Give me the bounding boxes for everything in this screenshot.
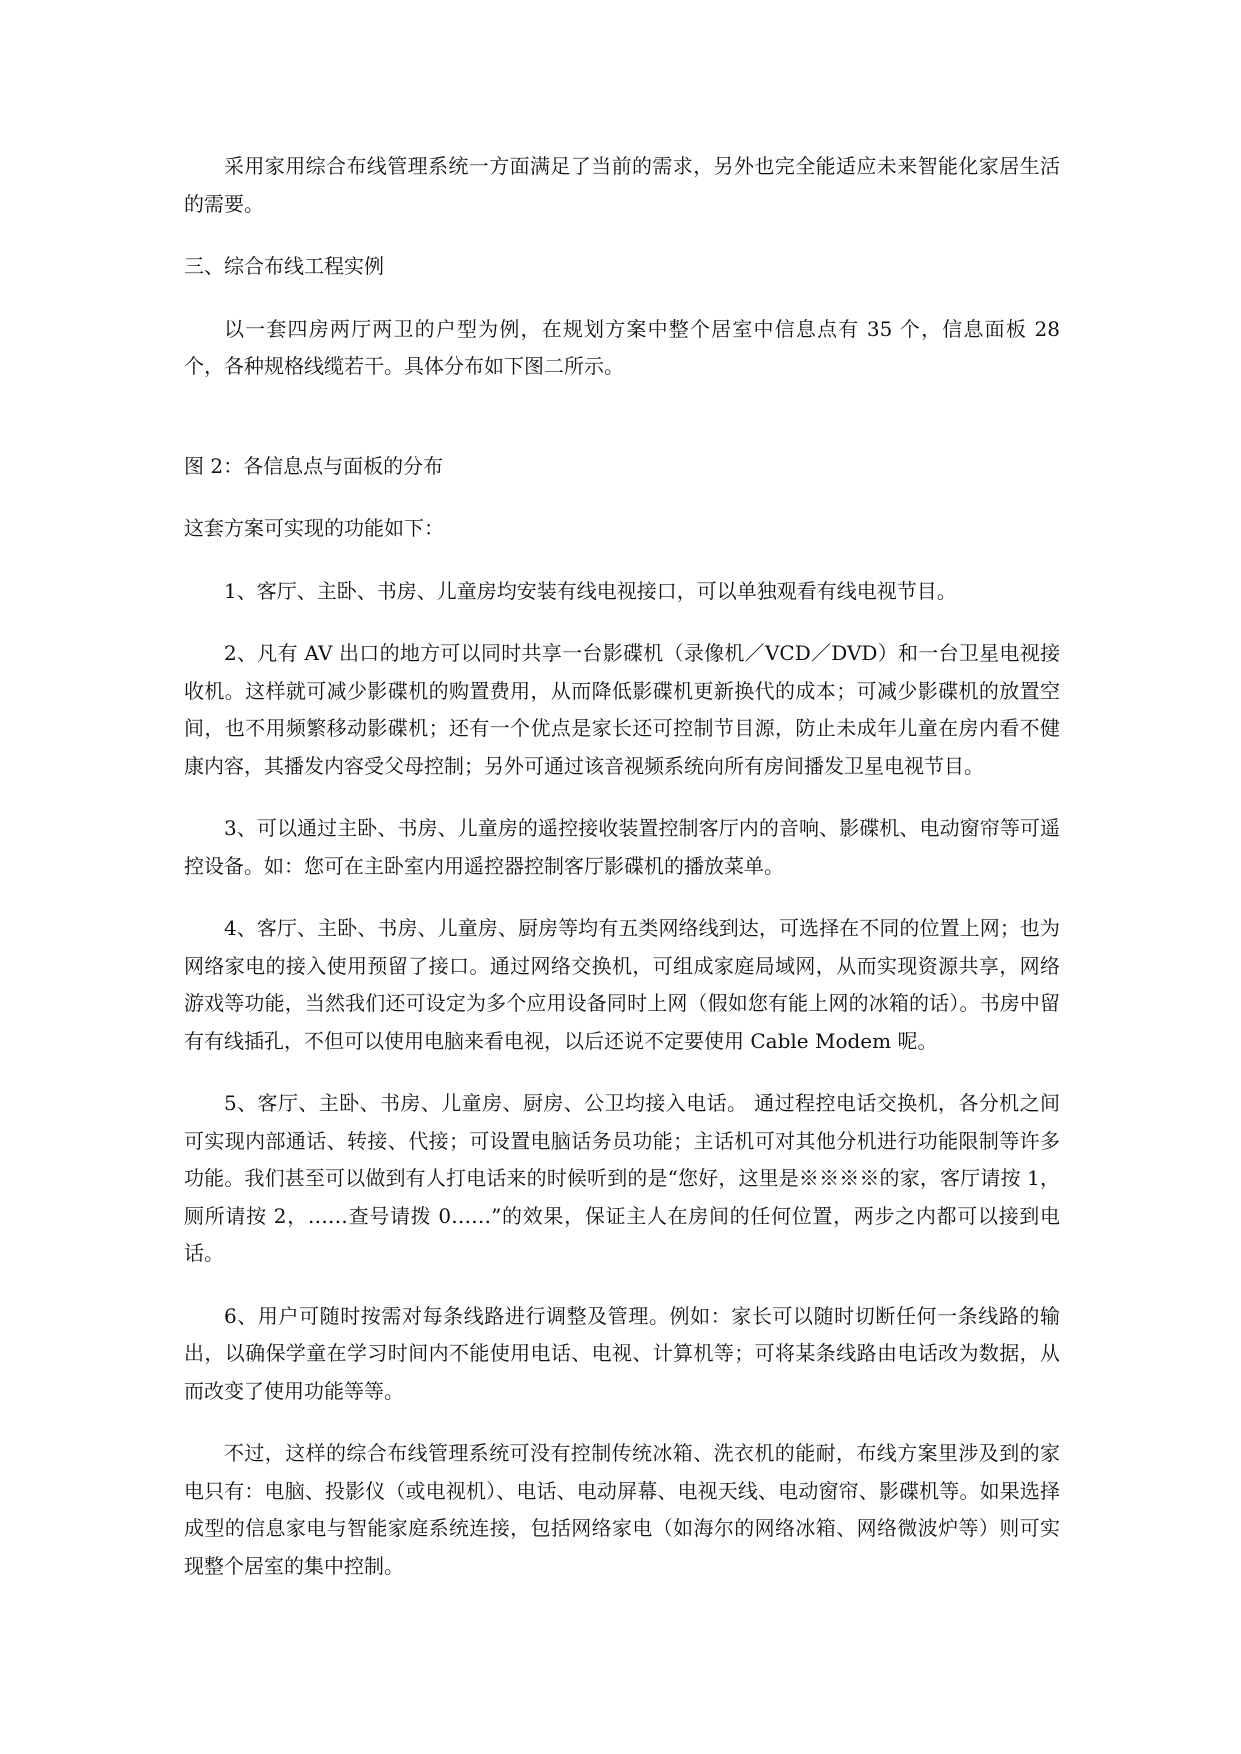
figure-caption: 图 2：各信息点与面板的分布	[184, 453, 444, 478]
document-body	[184, 148, 1060, 1585]
list-item: 2、凡有 AV 出口的地方可以同时共享一台影碟机（录像机／VCD／DVD）和一台卫星电视接收机。这样就可减少影碟机的购置费用，从而降低影碟机更新换代的成本；可减少影碟机的放置空间，也不用频繁移动影碟机；还有一个优点是家长还可控制节目源，防止未成年儿童在房内看不健康内容，其播发内容受父母控制；另外可通过该音视频系统向所有房间播发卫星电视节目。	[184, 641, 1060, 778]
intro-paragraph: 采用家用综合布线管理系统一方面满足了当前的需求，另外也完全能适应未来智能化家居生活的需要。	[184, 154, 1060, 216]
list-item: 1、客厅、主卧、书房、儿童房均安装有线电视接口，可以单独观看有线电视节目。	[224, 578, 957, 603]
section-heading: 三、综合布线工程实例	[184, 254, 384, 278]
functions-lead: 这套方案可实现的功能如下：	[184, 516, 444, 540]
list-item: 3、可以通过主卧、书房、儿童房的遥控接收装置控制客厅内的音响、影碟机、电动窗帘等可遥控设备。如：您可在主卧室内用遥控器控制客厅影碟机的播放菜单。	[184, 816, 1060, 878]
list-item: 4、客厅、主卧、书房、儿童房、厨房等均有五类网络线到达，可选择在不同的位置上网；也为网络家电的接入使用预留了接口。通过网络交换机，可组成家庭局域网，从而实现资源共享，网络游戏等功能，当然我们还可设定为多个应用设备同时上网（假如您有能上网的冰箱的话）。书房中留有有线插孔，不但可以使用电脑来看电视，以后还说不定要使用 Cable Modem 呢。	[184, 916, 1060, 1053]
example-paragraph: 以一套四房两厅两卫的户型为例，在规划方案中整个居室中信息点有 35 个，信息面板 28 个，各种规格线缆若干。具体分布如下图二所示。	[184, 316, 1060, 378]
closing-paragraph: 不过，这样的综合布线管理系统可没有控制传统冰箱、洗衣机的能耐，布线方案里涉及到的家电只有：电脑、投影仪（或电视机）、电话、电动屏幕、电视天线、电动窗帘、影碟机等。如果选择成型的信息家电与智能家庭系统连接，包括网络家电（如海尔的网络冰箱、网络微波炉等）则可实现整个居室的集中控制。	[184, 1441, 1060, 1578]
list-item: 6、用户可随时按需对每条线路进行调整及管理。例如：家长可以随时切断任何一条线路的输出，以确保学童在学习时间内不能使用电话、电视、计算机等；可将某条线路由电话改为数据，从而改变了使用功能等等。	[184, 1303, 1060, 1403]
list-item: 5、客厅、主卧、书房、儿童房、厨房、公卫均接入电话。 通过程控电话交换机，各分机之间可实现内部通话、转接、代接；可设置电脑话务员功能；主话机可对其他分机进行功能限制等许多功能。我们甚至可以做到有人打电话来的时候听到的是“您好，这里是※※※※的家，客厅请按 1，厕所请按 2，……查号请拨 0……”的效果，保证主人在房间的任何位置，两步之内都可以接到电话。	[184, 1091, 1060, 1265]
